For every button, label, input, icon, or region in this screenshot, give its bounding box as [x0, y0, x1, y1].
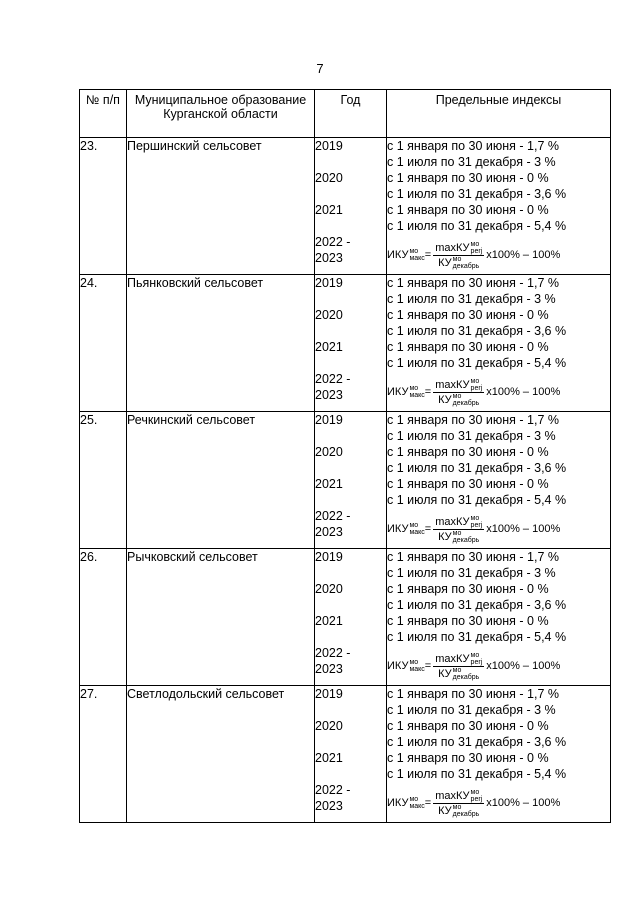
index-line: с 1 июля по 31 декабря - 3,6 %: [387, 735, 567, 749]
index-formula: [387, 236, 610, 274]
table-row: [80, 686, 611, 823]
header-municipality: Муниципальное образование Курганской области: [127, 90, 315, 138]
header-year: Год: [315, 90, 387, 138]
table-header-row: [80, 90, 611, 138]
year-cell: [315, 686, 387, 823]
year-label: 2019: [315, 139, 343, 153]
index-line: с 1 января по 30 июня - 0 %: [387, 719, 549, 733]
formula-equals: =: [424, 386, 432, 398]
year-label: 2019: [315, 550, 343, 564]
index-line: с 1 января по 30 июня - 0 %: [387, 477, 549, 491]
municipality-name: Рычковский сельсовет: [127, 549, 315, 686]
index-line: с 1 июля по 31 декабря - 3 %: [387, 429, 556, 443]
row-number: 26.: [80, 549, 127, 686]
index-line: с 1 июля по 31 декабря - 3 %: [387, 155, 556, 169]
index-line: с 1 января по 30 июня - 0 %: [387, 308, 549, 322]
year-label: 2022 -: [315, 646, 351, 660]
formula-lhs: ИКУ мо макс: [387, 385, 425, 399]
index-formula: [387, 784, 610, 822]
formula-fraction: maxКУ мо perj КУ мо декабрь: [435, 377, 483, 407]
index-line: с 1 июля по 31 декабря - 3,6 %: [387, 461, 567, 475]
year-label: 2022 -: [315, 372, 351, 386]
year-label: 2023: [315, 525, 343, 539]
row-number: 24.: [80, 275, 127, 412]
formula-lhs: ИКУ мо макс: [387, 659, 425, 673]
index-line: с 1 января по 30 июня - 0 %: [387, 203, 549, 217]
index-line: с 1 июля по 31 декабря - 3 %: [387, 292, 556, 306]
header-num: № п/п: [80, 90, 127, 138]
index-line: с 1 января по 30 июня - 1,7 %: [387, 413, 559, 427]
year-cell: [315, 412, 387, 549]
year-label: 2021: [315, 614, 343, 628]
index-line: с 1 июля по 31 декабря - 3,6 %: [387, 598, 567, 612]
index-line: с 1 января по 30 июня - 0 %: [387, 171, 549, 185]
year-cell: [315, 138, 387, 275]
year-label: 2020: [315, 308, 343, 322]
year-cell: [315, 549, 387, 686]
index-line: с 1 июля по 31 декабря - 5,4 %: [387, 630, 567, 644]
index-line: с 1 января по 30 июня - 0 %: [387, 751, 549, 765]
year-label: 2020: [315, 445, 343, 459]
index-line: с 1 июля по 31 декабря - 5,4 %: [387, 767, 567, 781]
index-line: с 1 июля по 31 декабря - 5,4 %: [387, 356, 567, 370]
formula-fraction: maxКУ мо perj КУ мо декабрь: [435, 788, 483, 818]
year-label: 2022 -: [315, 509, 351, 523]
index-cell: [387, 138, 611, 275]
index-formula: [387, 647, 610, 685]
year-label: 2023: [315, 388, 343, 402]
table-row: [80, 549, 611, 686]
row-number: 27.: [80, 686, 127, 823]
formula-lhs: ИКУ мо макс: [387, 522, 425, 536]
index-cell: [387, 686, 611, 823]
municipality-name: Першинский сельсовет: [127, 138, 315, 275]
row-number: 25.: [80, 412, 127, 549]
formula-equals: =: [424, 249, 432, 261]
year-label: 2021: [315, 203, 343, 217]
municipality-name: Светлодольский сельсовет: [127, 686, 315, 823]
formula-tail: х100% – 100%: [486, 249, 561, 261]
year-label: 2022 -: [315, 783, 351, 797]
formula-tail: х100% – 100%: [486, 386, 561, 398]
year-label: 2023: [315, 662, 343, 676]
year-label: 2023: [315, 251, 343, 265]
municipality-name: Пьянковский сельсовет: [127, 275, 315, 412]
formula-lhs: ИКУ мо макс: [387, 248, 425, 262]
formula-equals: =: [424, 660, 432, 672]
index-line: с 1 января по 30 июня - 1,7 %: [387, 550, 559, 564]
page-number: 7: [316, 61, 324, 76]
year-label: 2021: [315, 751, 343, 765]
year-label: 2019: [315, 276, 343, 290]
formula-tail: х100% – 100%: [486, 660, 561, 672]
index-line: с 1 июля по 31 декабря - 3 %: [387, 703, 556, 717]
formula-tail: х100% – 100%: [486, 523, 561, 535]
formula-tail: х100% – 100%: [486, 797, 561, 809]
formula-equals: =: [424, 797, 432, 809]
index-line: с 1 января по 30 июня - 0 %: [387, 340, 549, 354]
tariff-index-table: [79, 89, 611, 823]
year-label: 2022 -: [315, 235, 351, 249]
index-line: с 1 июля по 31 декабря - 3,6 %: [387, 187, 567, 201]
table-row: [80, 412, 611, 549]
table-row: [80, 275, 611, 412]
index-formula: [387, 373, 610, 411]
municipality-name: Речкинский сельсовет: [127, 412, 315, 549]
formula-equals: =: [424, 523, 432, 535]
index-line: с 1 июля по 31 декабря - 5,4 %: [387, 219, 567, 233]
index-line: с 1 января по 30 июня - 1,7 %: [387, 687, 559, 701]
year-label: 2021: [315, 477, 343, 491]
formula-fraction: maxКУ мо perj КУ мо декабрь: [435, 514, 483, 544]
index-cell: [387, 412, 611, 549]
index-line: с 1 июля по 31 декабря - 3,6 %: [387, 324, 567, 338]
index-line: с 1 июля по 31 декабря - 5,4 %: [387, 493, 567, 507]
index-line: с 1 января по 30 июня - 0 %: [387, 445, 549, 459]
index-line: с 1 июля по 31 декабря - 3 %: [387, 566, 556, 580]
year-label: 2020: [315, 171, 343, 185]
formula-fraction: maxКУ мо perj КУ мо декабрь: [435, 651, 483, 681]
header-index: Предельные индексы: [387, 90, 611, 138]
year-cell: [315, 275, 387, 412]
index-line: с 1 января по 30 июня - 1,7 %: [387, 276, 559, 290]
year-label: 2019: [315, 687, 343, 701]
row-number: 23.: [80, 138, 127, 275]
index-line: с 1 января по 30 июня - 0 %: [387, 582, 549, 596]
year-label: 2020: [315, 582, 343, 596]
index-line: с 1 января по 30 июня - 0 %: [387, 614, 549, 628]
year-label: 2021: [315, 340, 343, 354]
index-formula: [387, 510, 610, 548]
formula-lhs: ИКУ мо макс: [387, 796, 425, 810]
index-line: с 1 января по 30 июня - 1,7 %: [387, 139, 559, 153]
index-cell: [387, 549, 611, 686]
index-cell: [387, 275, 611, 412]
year-label: 2019: [315, 413, 343, 427]
formula-fraction: maxКУ мо perj КУ мо декабрь: [435, 240, 483, 270]
year-label: 2020: [315, 719, 343, 733]
year-label: 2023: [315, 799, 343, 813]
table-row: [80, 138, 611, 275]
